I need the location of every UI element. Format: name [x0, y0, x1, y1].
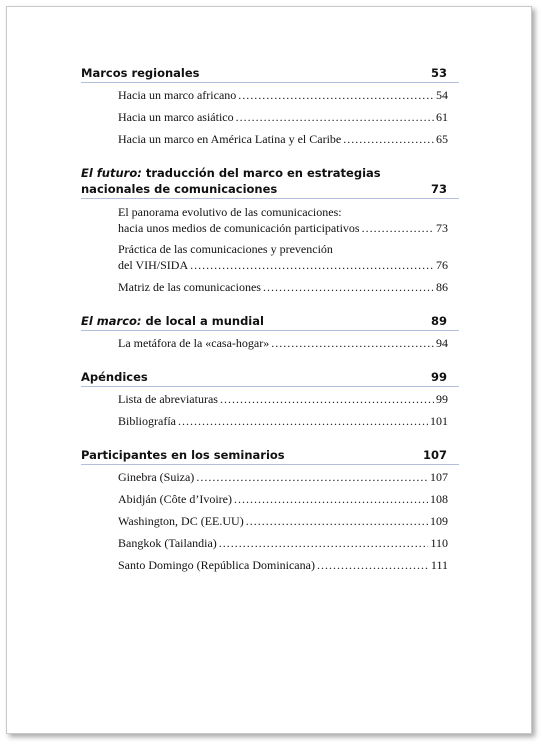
- entry-label: Matriz de las comunicaciones: [118, 280, 261, 294]
- section-page-number: 73: [430, 182, 447, 196]
- section-page-number: 53: [430, 66, 447, 80]
- toc-section-heading: [81, 369, 459, 387]
- entry-label: Santo Domingo (República Dominicana): [118, 558, 315, 572]
- section-heading-apendices: [81, 369, 459, 387]
- leader-dots: [317, 557, 429, 573]
- entry-page-number: 61: [436, 110, 448, 124]
- entry-label: hacia unos medios de comunicación participativos: [118, 221, 360, 235]
- toc-entry[interactable]: [118, 204, 448, 236]
- entry-label: del VIH/SIDA: [118, 258, 189, 272]
- section-title-rest: de local a mundial: [141, 314, 264, 328]
- entry-label-line1: Práctica de las comunicaciones y prevención: [118, 242, 333, 256]
- entry-page-number: 65: [436, 132, 448, 146]
- toc-entry[interactable]: [118, 413, 448, 429]
- section-title-italic: El marco:: [81, 314, 142, 328]
- section-heading-marcos-regionales: [81, 65, 459, 83]
- section-page-number: 89: [430, 314, 447, 328]
- leader-dots: [362, 220, 434, 236]
- entry-label: Washington, DC (EE.UU): [118, 514, 244, 528]
- section-page-number: 107: [422, 448, 447, 462]
- toc-section-heading: [81, 313, 459, 331]
- entry-page-number: 110: [430, 536, 448, 550]
- entry-label: Bangkok (Tailandia): [118, 536, 217, 550]
- leader-dots: [246, 513, 428, 529]
- entry-page-number: 94: [436, 336, 448, 350]
- section-title: Participantes en los seminarios: [81, 448, 285, 462]
- entry-label: Hacia un marco en América Latina y el Caribe: [118, 132, 342, 146]
- entry-label: Hacia un marco asiático: [118, 110, 234, 124]
- toc-entry[interactable]: [118, 557, 448, 573]
- entry-label: Ginebra (Suiza): [118, 470, 195, 484]
- entry-page-number: 76: [436, 258, 448, 272]
- toc-entry[interactable]: [118, 491, 448, 507]
- section-heading-participantes: [81, 447, 459, 465]
- leader-dots: [196, 469, 428, 485]
- entry-page-number: 101: [430, 414, 448, 428]
- toc-entry[interactable]: [118, 87, 448, 103]
- toc-section-heading: [81, 447, 459, 465]
- section-title: Marcos regionales: [81, 66, 200, 80]
- leader-dots: [234, 491, 428, 507]
- toc-section-heading: [81, 65, 459, 83]
- leader-dots: [238, 87, 434, 103]
- entry-page-number: 108: [430, 492, 448, 506]
- section-heading-el-marco: [81, 313, 459, 331]
- section-title: Apéndices: [81, 370, 148, 384]
- entry-page-number: 54: [436, 88, 448, 102]
- toc-entry[interactable]: [118, 109, 448, 125]
- entry-label: Hacia un marco africano: [118, 88, 237, 102]
- leader-dots: [220, 391, 434, 407]
- leader-dots: [190, 257, 434, 273]
- toc-entry[interactable]: [118, 335, 448, 351]
- section-title-rest: traducción del marco en estrategias: [141, 166, 381, 180]
- toc-entry[interactable]: [118, 535, 448, 551]
- entry-page-number: 109: [430, 514, 448, 528]
- entry-label-line1: El panorama evolutivo de las comunicaciones:: [118, 205, 342, 219]
- entry-label: La metáfora de la «casa-hogar»: [118, 336, 270, 350]
- entry-page-number: 111: [430, 558, 448, 572]
- toc-entry[interactable]: [118, 469, 448, 485]
- leader-dots: [343, 131, 434, 147]
- toc-entry[interactable]: [118, 279, 448, 295]
- leader-dots: [271, 335, 434, 351]
- toc-entry[interactable]: [118, 131, 448, 147]
- entry-page-number: 107: [430, 470, 448, 484]
- entry-label: Abidján (Côte d’Ivoire): [118, 492, 232, 506]
- section-heading-el-futuro: [81, 165, 459, 199]
- entry-label: Lista de abreviaturas: [118, 392, 218, 406]
- section-title-line2: nacionales de comunicaciones: [81, 182, 278, 196]
- leader-dots: [219, 535, 429, 551]
- toc-entry[interactable]: [118, 513, 448, 529]
- entry-page-number: 73: [436, 221, 448, 235]
- entry-page-number: 86: [436, 280, 448, 294]
- toc-entry[interactable]: [118, 241, 448, 273]
- section-title-italic: El futuro:: [81, 166, 142, 180]
- section-page-number: 99: [430, 370, 447, 384]
- leader-dots: [178, 413, 428, 429]
- toc-section-heading: [81, 165, 459, 199]
- leader-dots: [263, 279, 434, 295]
- toc-entry[interactable]: [118, 391, 448, 407]
- entry-label: Bibliografía: [118, 414, 176, 428]
- entry-page-number: 99: [436, 392, 448, 406]
- leader-dots: [236, 109, 434, 125]
